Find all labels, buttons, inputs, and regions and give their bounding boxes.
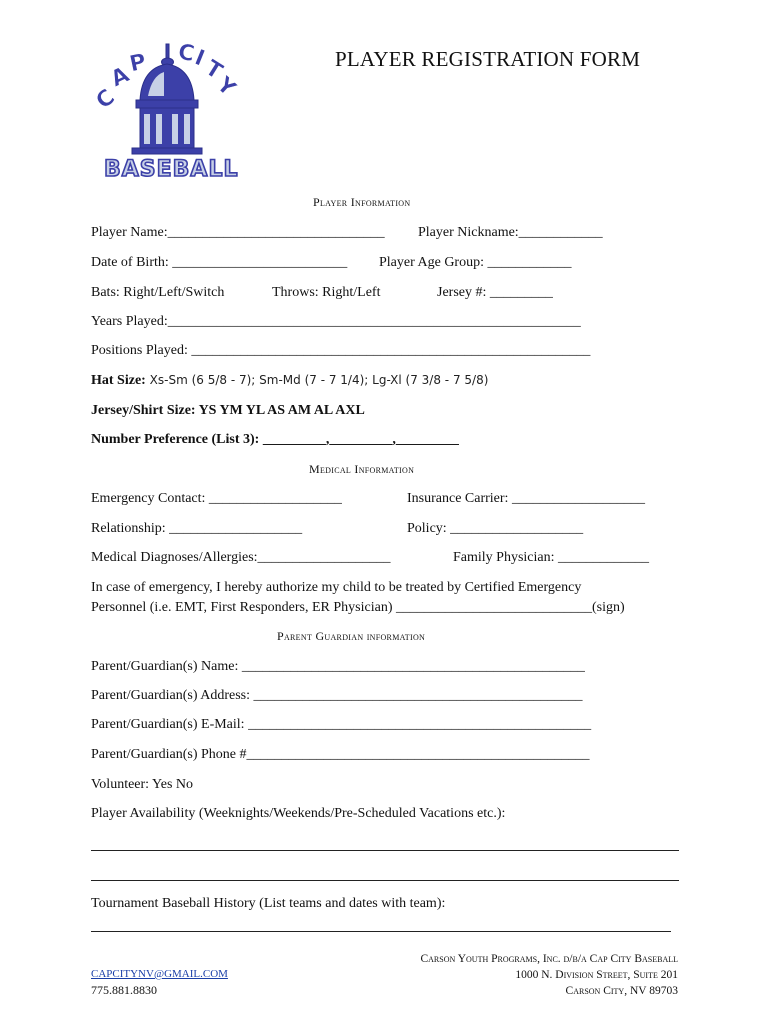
availability-line-1[interactable] xyxy=(91,850,679,851)
player-nickname-field[interactable]: Player Nickname:____________ xyxy=(418,225,603,240)
cap-city-baseball-logo xyxy=(92,40,247,180)
policy-field[interactable]: Policy: ___________________ xyxy=(407,521,584,536)
hat-size-label: Hat Size: xyxy=(91,373,146,388)
number-preference-row[interactable]: Number Preference (List 3): _________,_________,_________ xyxy=(91,432,459,447)
section-heading-parent-guardian: Parent Guardian information xyxy=(277,629,426,643)
footer-org-name: Carson Youth Programs, Inc. d/b/a Cap City Baseball xyxy=(420,953,678,965)
footer-email-link[interactable]: CAPCITYNV@GMAIL.COM xyxy=(91,968,228,980)
years-played-field[interactable]: Years Played:___________________________________________________________ xyxy=(91,314,581,329)
form-title: PLAYER REGISTRATION FORM xyxy=(335,47,641,71)
parent-phone-field[interactable]: Parent/Guardian(s) Phone #_________________________________________________ xyxy=(91,747,590,762)
footer-phone: 775.881.8830 xyxy=(91,983,157,997)
availability-line-2[interactable] xyxy=(91,880,679,881)
svg-text:I: I xyxy=(191,45,208,72)
throws-field[interactable]: Throws: Right/Left xyxy=(272,285,381,300)
bats-field[interactable]: Bats: Right/Left/Switch xyxy=(91,285,225,300)
volunteer-field[interactable]: Volunteer: Yes No xyxy=(91,777,194,792)
emergency-contact-field[interactable]: Emergency Contact: ___________________ xyxy=(91,491,342,506)
svg-text:Y: Y xyxy=(211,72,241,102)
jersey-number-field[interactable]: Jersey #: _________ xyxy=(437,285,553,300)
footer-city: Carson City, NV 89703 xyxy=(565,985,678,997)
logo-baseball-text: BASEBALL xyxy=(104,157,239,180)
insurance-carrier-field[interactable]: Insurance Carrier: ___________________ xyxy=(407,491,645,506)
svg-text:P: P xyxy=(127,49,149,78)
section-heading-medical-information: Medical Information xyxy=(309,462,415,476)
availability-label: Player Availability (Weeknights/Weekends/Pre-Scheduled Vacations etc.): xyxy=(91,806,506,821)
hat-size-row[interactable] xyxy=(91,373,488,389)
jersey-shirt-size-row[interactable]: Jersey/Shirt Size: YS YM YL AS AM AL AXL xyxy=(91,403,365,418)
svg-text:T: T xyxy=(200,55,227,85)
tournament-history-label: Tournament Baseball History (List teams and dates with team): xyxy=(91,896,446,911)
parent-name-field[interactable]: Parent/Guardian(s) Name: _________________________________________________ xyxy=(91,659,585,674)
family-physician-field[interactable]: Family Physician: _____________ xyxy=(453,550,649,565)
svg-text:C: C xyxy=(92,84,120,115)
consent-signature-line[interactable]: Personnel (i.e. EMT, First Responders, ER Physician) ____________________________(sign) xyxy=(91,600,625,615)
svg-text:C: C xyxy=(176,40,197,68)
footer-street: 1000 N. Division Street, Suite 201 xyxy=(515,969,678,981)
player-name-field[interactable]: Player Name:_______________________________ xyxy=(91,225,385,240)
svg-text:A: A xyxy=(107,62,134,93)
parent-address-field[interactable]: Parent/Guardian(s) Address: _______________________________________________ xyxy=(91,688,583,703)
section-heading-player-information: Player Information xyxy=(313,195,411,209)
relationship-field[interactable]: Relationship: ___________________ xyxy=(91,521,303,536)
positions-played-field[interactable]: Positions Played: _________________________________________________________ xyxy=(91,343,591,358)
consent-text-line-1: In case of emergency, I hereby authorize my child to be treated by Certified Emergency xyxy=(91,580,582,595)
age-group-field[interactable]: Player Age Group: ____________ xyxy=(379,255,572,270)
date-of-birth-field[interactable]: Date of Birth: _________________________ xyxy=(91,255,348,270)
parent-email-field[interactable]: Parent/Guardian(s) E-Mail: _________________________________________________ xyxy=(91,717,592,732)
tournament-history-line[interactable] xyxy=(91,931,671,932)
hat-size-options: Xs-Sm (6 5/8 - 7); Sm-Md (7 - 7 1/4); Lg-Xl (7 3/8 - 7 5/8) xyxy=(145,373,489,387)
medical-diagnoses-field[interactable]: Medical Diagnoses/Allergies:___________________ xyxy=(91,550,391,565)
